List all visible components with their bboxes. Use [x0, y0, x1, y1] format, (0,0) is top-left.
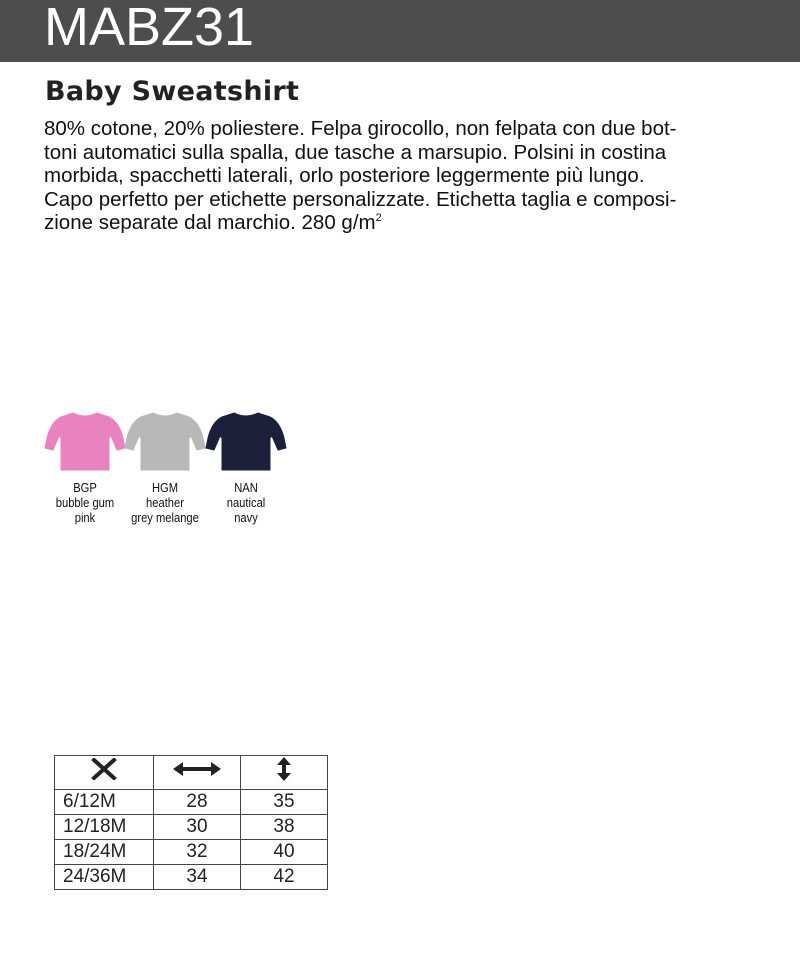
size-table [54, 755, 328, 890]
description-line: Capo perfetto per etichette personalizzate. Etichetta taglia e composi- [44, 187, 677, 211]
color-name: nautical [226, 495, 266, 510]
header-bar [0, 0, 800, 62]
width-cell: 30 [154, 815, 241, 840]
length-arrow-icon [275, 756, 293, 782]
color-name: grey melange [131, 510, 199, 525]
table-row [55, 815, 328, 840]
width-cell: 32 [154, 840, 241, 865]
table-row [55, 790, 328, 815]
product-description [44, 117, 784, 235]
length-cell: 35 [241, 790, 328, 815]
color-code: HGM [151, 480, 179, 495]
size-cell: 6/12M [55, 790, 154, 815]
table-row [55, 865, 328, 890]
size-cell: 24/36M [55, 865, 154, 890]
width-cell: 34 [154, 865, 241, 890]
description-line: morbida, spacchetti laterali, orlo posteriore leggermente più lungo. [44, 164, 645, 187]
sweatshirt-icon [123, 408, 207, 474]
length-header [241, 756, 328, 790]
size-cell: 18/24M [55, 840, 154, 865]
product-code: MABZ31 [44, 0, 255, 57]
size-cross-icon [91, 758, 117, 780]
color-swatch-hgm[interactable] [120, 408, 210, 525]
width-arrow-icon [172, 760, 222, 778]
superscript-2: 2 [375, 212, 382, 225]
length-cell: 42 [241, 865, 328, 890]
description-line [44, 211, 784, 235]
color-swatch-nan[interactable] [201, 408, 291, 525]
color-name: navy [234, 510, 258, 525]
description-line: 80% cotone, 20% poliestere. Felpa girocollo, non felpata con due bot- [44, 117, 677, 140]
size-header [55, 756, 154, 790]
description-line: toni automatici sulla spalla, due tasche a marsupio. Polsini in costina [44, 140, 667, 164]
color-name: pink [74, 510, 96, 525]
length-cell: 38 [241, 815, 328, 840]
color-name: bubble gum [55, 495, 115, 510]
size-table-header [55, 756, 328, 790]
color-name: heather [146, 495, 184, 510]
color-swatch-bgp[interactable] [40, 408, 130, 525]
length-cell: 40 [241, 840, 328, 865]
color-code: NAN [234, 480, 258, 495]
sweatshirt-icon [204, 408, 288, 474]
size-cell: 12/18M [55, 815, 154, 840]
width-header [154, 756, 241, 790]
width-cell: 28 [154, 790, 241, 815]
color-code: BGP [73, 480, 97, 495]
sweatshirt-icon [43, 408, 127, 474]
product-name: Baby Sweatshirt [45, 76, 300, 107]
table-row [55, 840, 328, 865]
description-last-line: zione separate dal marchio. 280 g/m [44, 211, 376, 234]
